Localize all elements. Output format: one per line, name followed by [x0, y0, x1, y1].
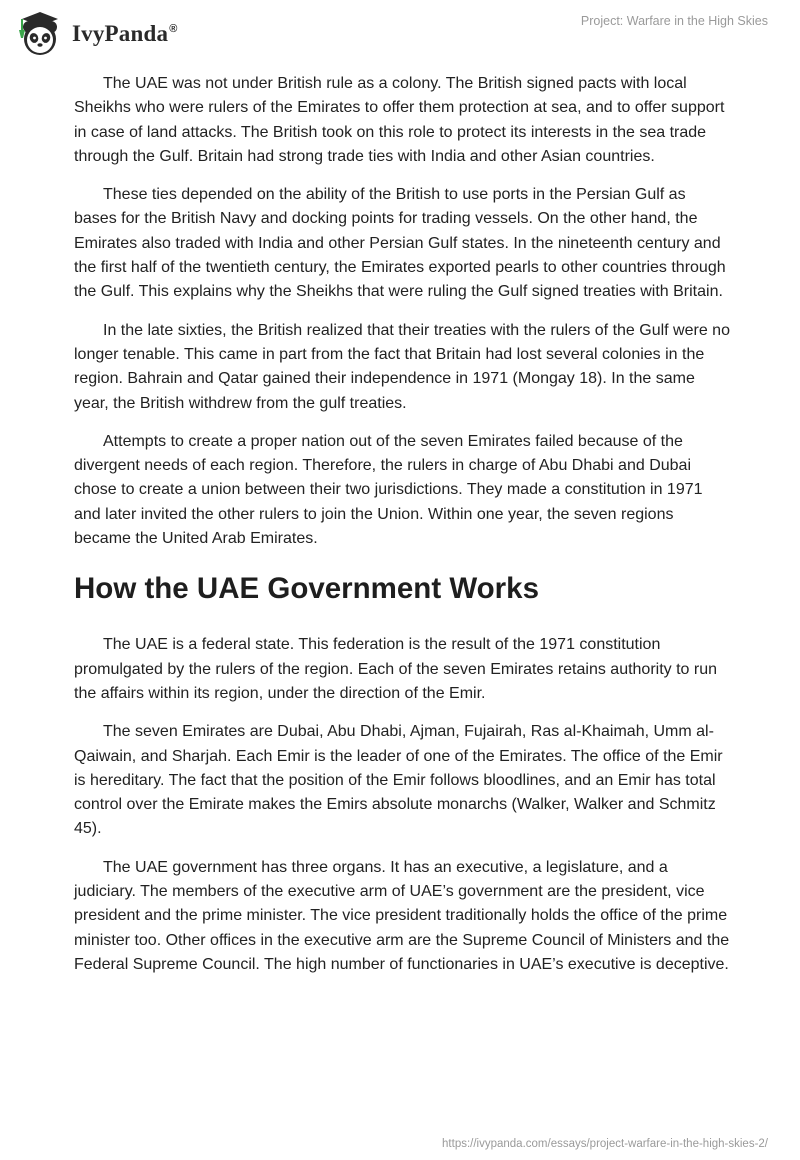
paragraph: The UAE is a federal state. This federation is the result of the 1971 constitution promulgated by the rulers of the region. Each of the seven Emirates retains authority to run the affairs within its region, under the direction of the Emir. [74, 636, 718, 702]
paragraph: Attempts to create a proper nation out of the seven Emirates failed because of the divergent needs of each region. Therefore, the rulers in charge of Abu Dhabi and Dubai chose to create a union between their two jurisdictions. They made a constitution in 1971 and later invited the other rulers to join the Union. Within one year, the seven regions became the United Arab Emirates. [74, 432, 703, 548]
section-heading: How the UAE Government Works [74, 572, 539, 606]
ivypanda-logo[interactable] [14, 8, 178, 60]
panda-graduate-icon [14, 8, 66, 60]
paragraph: The UAE was not under British rule as a colony. The British signed pacts with local Sheikhs who were rulers of the Emirates to offer them protection at sea, and to offer support in case of land attacks. The British took on this role to protect its interests in the sea trade through the Gulf. Britain had strong trade ties with India and other Asian countries. [74, 75, 725, 165]
paragraph: The seven Emirates are Dubai, Abu Dhabi, Ajman, Fujairah, Ras al-Khaimah, Umm al-Qaiwain, and Sharjah. Each Emir is the leader of one of the Emirates. The office of the Emir is hereditary. The fact that the position of the Emir follows bloodlines, and an Emir has total control over the Emirate makes the Emirs absolute monarchs (Walker, Walker and Schmitz 45). [74, 723, 723, 838]
paragraph: In the late sixties, the British realized that their treaties with the rulers of the Gulf were no longer tenable. This came in part from the fact that Britain had lost several colonies in the region. Bahrain and Qatar gained their independence in 1971 (Mongay 18). In the same year, the British withdrew from the gulf treaties. [74, 321, 730, 412]
brand-name-text: IvyPanda [72, 21, 169, 46]
page-header [0, 0, 800, 64]
registered-mark: ® [169, 23, 178, 36]
document-title: Project: Warfare in the High Skies [580, 14, 768, 28]
essay-content [74, 72, 730, 991]
paragraph: These ties depended on the ability of the British to use ports in the Persian Gulf as bases for the British Navy and docking points for trading vessels. On the other hand, the Emirates also traded with India and other Persian Gulf states. In the nineteenth century and the first half of the twentieth century, the Emirates exported pearls to other countries through the Gulf. This explains why the Sheikhs that were ruling the Gulf signed treaties with Britain. [74, 186, 726, 301]
paragraph: The UAE government has three organs. It has an executive, a legislature, and a judiciary. The members of the executive arm of UAE’s government are the president, vice president and the prime minister. The vice president traditionally holds the office of the prime minister too. Other offices in the executive arm are the Supreme Council of Ministers and the Federal Supreme Council. The high number of functionaries in UAE’s executive is deceptive. [74, 858, 730, 973]
source-url[interactable]: https://ivypanda.com/essays/project-warfare-in-the-high-skies-2/ [442, 1138, 768, 1150]
brand-name [72, 21, 178, 47]
